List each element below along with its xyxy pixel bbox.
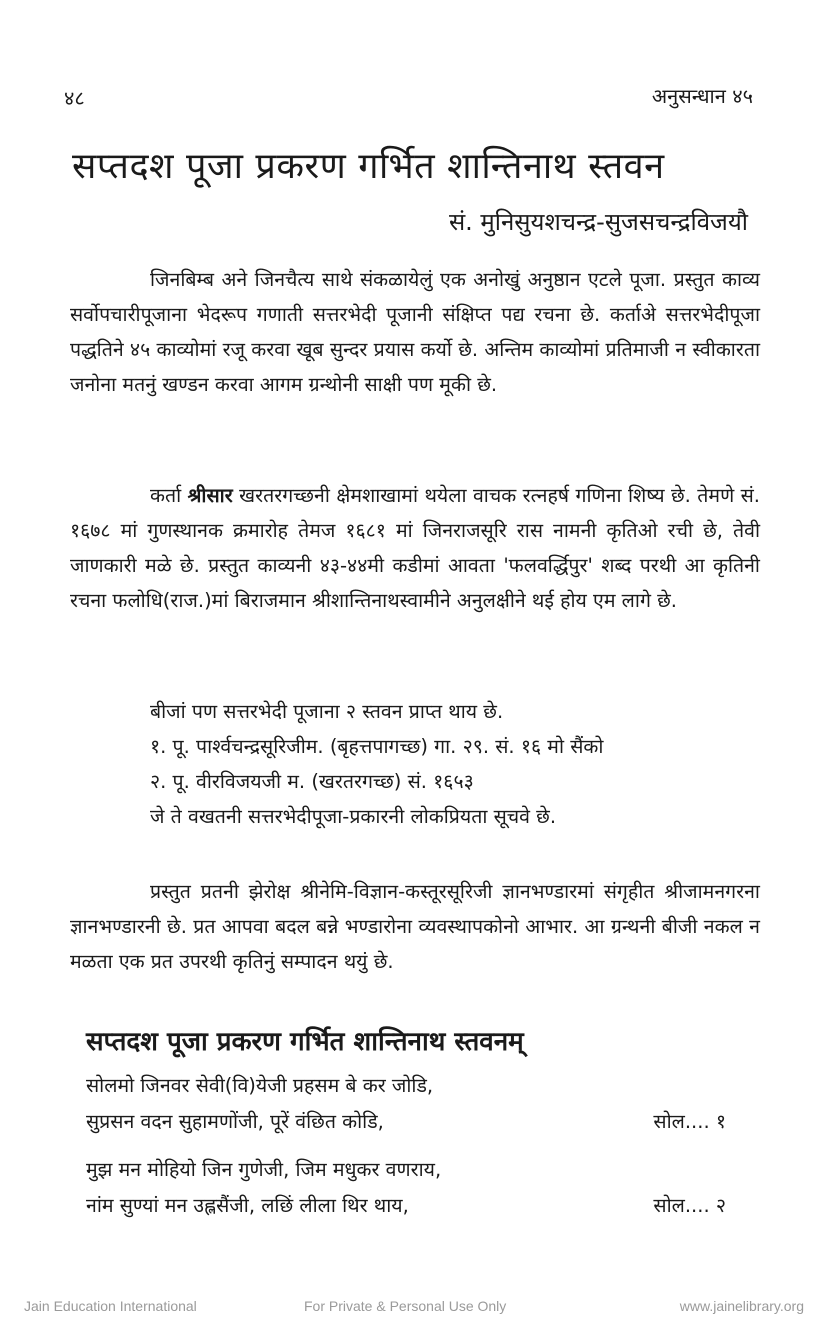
intro-text-2	[70, 478, 760, 618]
poem-title: सप्तदश पूजा प्रकरण गर्भित शान्तिनाथ स्तवनम्	[86, 1027, 524, 1057]
list-item: १. पू. पार्श्वचन्द्रसूरिजीम. (बृहत्तपागच्छ) गा. २९. सं. १६ मो सैंको	[150, 735, 604, 758]
page-number: ४८	[64, 86, 85, 110]
list-outro: जे ते वखतनी सत्तरभेदीपूजा-प्रकारनी लोकप्रियता सूचवे छे.	[150, 805, 557, 828]
running-header: अनुसन्धान ४५	[651, 84, 753, 108]
list-intro: बीजां पण सत्तरभेदी पूजाना २ स्तवन प्राप्त थाय छे.	[150, 700, 504, 723]
author-details: खरतरगच्छनी क्षेमशाखामां थयेला वाचक रत्नहर्ष गणिना शिष्य छे. तेमणे सं. १६७८ मां गुणस्थानक क्रमारोह तेमज १६८१ मां जिनराजसूरि रास नामनी कृतिओ रची छे, तेवी जाणकारी मळे छे. प्रस्तुत काव्यनी ४३-४४मी कडीमां आवता 'फलवर्द्धिपुर' शब्द परथी आ कृतिनी रचना फलोधि(राज.)मां बिराजमान श्रीशान्तिनाथस्वामीने अनुलक्षीने थई होय एम लागे छे.	[70, 484, 761, 612]
other-stavans-section	[70, 694, 760, 834]
poem-stanza	[86, 1152, 736, 1224]
poem-line	[86, 1068, 736, 1104]
author-prefix: कर्ता	[150, 484, 182, 507]
intro-text-3: प्रस्तुत प्रतनी झेरोक्ष श्रीनेमि-विज्ञान-कस्तूरसूरिजी ज्ञानभण्डारमां संगृहीत श्रीजामनगरना ज्ञानभण्डारनी छे. प्रत आपवा बदल बन्ने भण्डारोना व्यवस्थापकोनो आभार. आ ग्रन्थनी बीजी नकल न मळता एक प्रत उपरथी कृतिनुं सम्पादन थयुं छे.	[70, 880, 760, 973]
poem-line	[86, 1152, 736, 1188]
intro-paragraph-3	[70, 874, 760, 979]
refrain-marker: सोल.... २	[653, 1194, 726, 1217]
list-item: २. पू. वीरविजयजी म. (खरतरगच्छ) सं. १६५३	[150, 770, 474, 793]
footer-publisher: Jain Education International	[24, 1298, 197, 1314]
intro-paragraph-2	[70, 478, 760, 618]
verse-text: सोलमो जिनवर सेवी(वि)येजी प्रहसम बे कर जोडि,	[86, 1074, 434, 1097]
footer-usage-note: For Private & Personal Use Only	[304, 1298, 507, 1314]
article-title: सप्तदश पूजा प्रकरण गर्भित शान्तिनाथ स्तवन	[72, 146, 665, 187]
refrain-marker: सोल.... १	[653, 1110, 726, 1133]
intro-paragraph-1	[70, 262, 760, 402]
verse-text: नांम सुण्यां मन उह्लसैंजी, लछिं लीला थिर थाय,	[86, 1194, 409, 1217]
verse-text: सुप्रसन वदन सुहामणोंजी, पूरें वंछित कोडि,	[86, 1110, 384, 1133]
other-stavans-list	[70, 694, 760, 834]
verse-text: मुझ मन मोहियो जिन गुणेजी, जिम मधुकर वणराय,	[86, 1158, 442, 1181]
poem-line	[86, 1188, 736, 1224]
author-name: श्रीसार	[187, 484, 233, 507]
footer-website-link[interactable]: www.jainelibrary.org	[679, 1298, 804, 1314]
poem-line	[86, 1104, 736, 1140]
poem-stanza	[86, 1068, 736, 1140]
poem-body	[86, 1068, 736, 1236]
intro-text-1: जिनबिम्ब अने जिनचैत्य साथे संकळायेलुं एक अनोखुं अनुष्ठान एटले पूजा. प्रस्तुत काव्य सर्वोपचारीपूजाना भेदरूप गणाती सत्तरभेदी पूजानी संक्षिप्त पद्य रचना छे. कर्ताअे सत्तरभेदीपूजा पद्धतिने ४५ काव्योमां रजू करवा खूब सुन्दर प्रयास कर्यो छे. अन्तिम काव्योमां प्रतिमाजी न स्वीकारता जनोना मतनुं खण्डन करवा आगम ग्रन्थोनी साक्षी पण मूकी छे.	[70, 268, 760, 396]
article-editors: सं. मुनिसुयशचन्द्र-सुजसचन्द्रविजयौ	[448, 208, 748, 236]
